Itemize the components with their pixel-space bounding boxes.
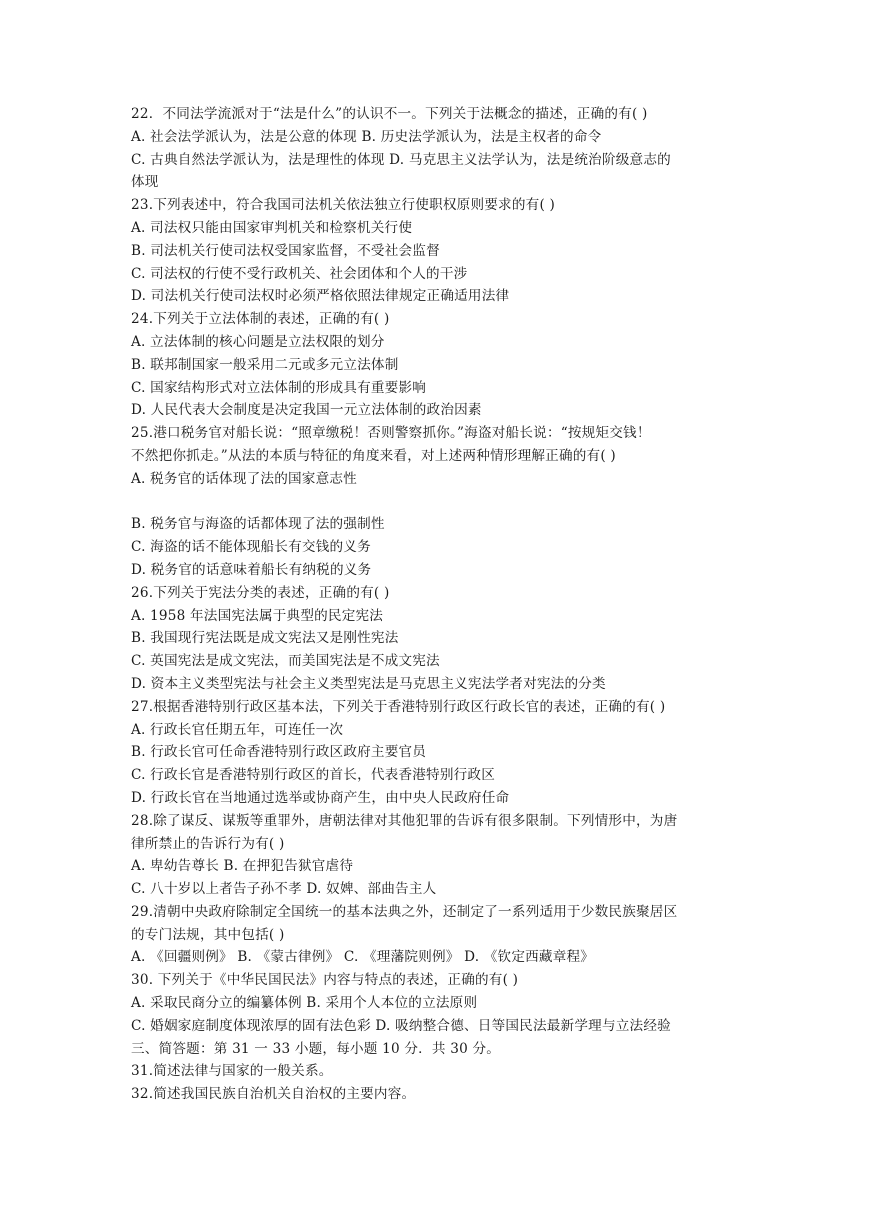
text-line: 三、简答题：第 31 一 33 小题，每小题 10 分．共 30 分。: [131, 1040, 501, 1057]
text-line: B. 司法机关行使司法权受国家监督，不受社会监督: [131, 242, 440, 259]
text-line: D. 司法机关行使司法权时必须严格依照法律规定正确适用法律: [131, 288, 510, 305]
blank-line: [131, 491, 751, 514]
text-line: A. 社会法学派认为，法是公意的体现 B. 历史法学派认为，法是主权者的命令: [131, 128, 602, 145]
exam-questions-text: [131, 103, 751, 1106]
text-line: 27.根据香港特别行政区基本法，下列关于香港特别行政区行政长官的表述，正确的有( ): [131, 698, 666, 715]
text-line: A. 行政长官任期五年，可连任一次: [131, 721, 344, 738]
text-line: C. 英国宪法是成文宪法，而美国宪法是不成文宪法: [131, 653, 440, 670]
text-line: 24.下列关于立法体制的表述，正确的有( ): [131, 311, 390, 328]
text-line: C. 婚姻家庭制度体现浓厚的固有法色彩 D. 吸纳整合德、日等国民法最新学理与立法经验: [131, 1017, 671, 1034]
text-line: A. 立法体制的核心问题是立法权限的划分: [131, 333, 385, 350]
text-line: 律所禁止的告诉行为有( ): [131, 835, 285, 852]
text-line: D. 人民代表大会制度是决定我国一元立法体制的政治因素: [131, 402, 482, 419]
text-line: A. 税务官的话体现了法的国家意志性: [131, 470, 357, 487]
text-line: A. 卑幼告尊长 B. 在押犯告狱官虐待: [131, 858, 354, 875]
text-line: 29.清朝中央政府除制定全国统一的基本法典之外，还制定了一系列适用于少数民族聚居区: [131, 903, 678, 920]
text-line: 体现: [131, 174, 159, 191]
text-line: D. 资本主义类型宪法与社会主义类型宪法是马克思主义宪法学者对宪法的分类: [131, 675, 606, 692]
text-line: 28.除了谋反、谋叛等重罪外，唐朝法律对其他犯罪的告诉有很多限制。下列情形中，为唐: [131, 812, 678, 829]
text-line: D. 行政长官在当地通过选举或协商产生，由中央人民政府任命: [131, 789, 510, 806]
text-line: C. 八十岁以上者告子孙不孝 D. 奴婢、部曲告主人: [131, 881, 437, 898]
text-line: A. 1958 年法国宪法属于典型的民定宪法: [131, 607, 384, 624]
text-line: C. 行政长官是香港特别行政区的首长，代表香港特别行政区: [131, 767, 496, 784]
text-line: 26.下列关于宪法分类的表述，正确的有( ): [131, 584, 390, 601]
text-line: B. 行政长官可任命香港特别行政区政府主要官员: [131, 744, 427, 761]
text-line: 32.简述我国民族自治机关自治权的主要内容。: [131, 1086, 416, 1103]
text-line: C. 国家结构形式对立法体制的形成具有重要影响: [131, 379, 427, 396]
text-line: 23.下列表述中，符合我国司法机关依法独立行使职权原则要求的有( ): [131, 197, 555, 214]
text-line: A. 采取民商分立的编纂体例 B. 采用个人本位的立法原则: [131, 995, 478, 1012]
text-line: D. 税务官的话意味着船长有纳税的义务: [131, 561, 372, 578]
text-line: B. 我国现行宪法既是成文宪法又是刚性宪法: [131, 630, 399, 647]
text-line: A. 《回疆则例》 B. 《蒙古律例》 C. 《理藩院则例》 D. 《钦定西藏章程》: [131, 949, 595, 966]
text-line: B. 税务官与海盗的话都体现了法的强制性: [131, 516, 385, 533]
text-line: 的专门法规，其中包括( ): [131, 926, 285, 943]
text-line: 25.港口税务官对船长说：“照章缴税！否则警察抓你。”海盗对船长说：“按规矩交钱！: [131, 425, 651, 442]
text-line: C. 司法权的行使不受行政机关、社会团体和个人的干涉: [131, 265, 468, 282]
text-line: 22．不同法学流派对于“法是什么”的认识不一。下列关于法概念的描述，正确的有( ): [131, 106, 648, 122]
text-line: 30. 下列关于《中华民国民法》内容与特点的表述，正确的有( ): [131, 972, 519, 989]
text-line: 不然把你抓走。”从法的本质与特征的角度来看，对上述两种情形理解正确的有( ): [131, 447, 616, 464]
text-line: B. 联邦制国家一般采用二元或多元立法体制: [131, 356, 399, 373]
text-line: A. 司法权只能由国家审判机关和检察机关行使: [131, 219, 413, 236]
text-line: C. 古典自然法学派认为，法是理性的体现 D. 马克思主义法学认为，法是统治阶级意志的: [131, 151, 671, 168]
text-line: 31.简述法律与国家的一般关系。: [131, 1063, 333, 1080]
text-line: C. 海盗的话不能体现船长有交钱的义务: [131, 539, 371, 556]
